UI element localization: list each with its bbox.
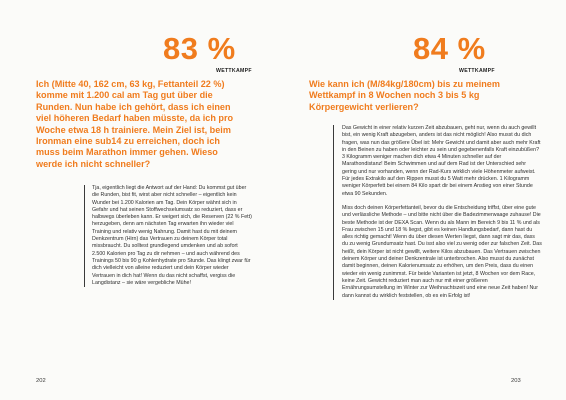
- answer-paragraph: Das Gewicht in einer relativ kurzen Zeit abzubauen, geht nur, wenn du auch gewillt bist, ein wenig Kraft abzugeben, anders ist das nicht möglich! Also musst du dich fragen, was nun das größere Übel ist: Mehr Gewicht und damit aber auch mehr Kraft in den Beinen zu haben oder leichter zu sein und gegebenenfalls Kraft einzubüßen? 3 Kilogramm weniger machen dich etwa 4 Minuten schneller auf der Marathondistanz! Beim Schwimmen und auf dem Rad ist der Unterschied sehr gering und nur vorhanden, wenn der Rad-Kurs wirklich viele Höhenmeter aufweist. Für jedes Extrakilo auf den Rippen musst du 5 Watt mehr drücken. 1 Kilogramm weniger Körperfett bei einem 84 Kilo spart dir bei einem Anstieg von einer Stunde etwa 90 Sekunden.: [342, 125, 541, 197]
- answer-block: [84, 185, 252, 287]
- answer-block: [333, 125, 542, 300]
- survey-percentage: 84 %: [413, 31, 486, 66]
- answer-paragraph: Tja, eigentlich liegt die Antwort auf der Hand: Du kommst gut über die Runden, bist fit, wirst aber nicht schneller – eigentlich kein Wunder bei 1.200 Kalorien am Tag. Dein Körper wähnt sich in Gefahr und hat seinen Stoffwechselumsatz so reduziert, dass er halbwegs überleben kann. Er weigert sich, die Reserven (22 % Fett) herzugeben, denn am nächsten Tag erwarten ihn wieder viel Training und relativ wenig Nahrung. Damit hast du mit deinem Denkzentrum (Hirn) das Vertrauen zu deinem Körper total missbraucht. Du solltest grundlegend umdenken und ab sofort 2.500 Kalorien pro Tag zu dir nehmen – und auch während des Trainings 50 bis 90 g Kohlenhydrate pro Stunde. Das klingt zwar für dich vielleicht von alleine reduziert und dein Körper wieder Vertrauen in dich hat! Wenn du das nicht schaffst, vergiss die Langdistanz – sie wäre vergebliche Mühe!: [92, 185, 252, 286]
- page-number: 202: [36, 378, 46, 384]
- page-number: 203: [511, 378, 521, 384]
- survey-percentage: 83 %: [163, 31, 236, 66]
- question-heading: Wie kann ich (M/84kg/180cm) bis zu meinem Wettkampf in 8 Wochen noch 3 bis 5 kg Körpergewicht verlieren?: [309, 79, 500, 112]
- question-heading: Ich (Mitte 40, 162 cm, 63 kg, Fettanteil 22 %) komme mit 1.200 cal am Tag gut über die Runden. Nun habe ich gehört, dass ich einen viel höheren Bedarf haben müsste, da ich pro Woche etwa 18 h trainiere. Mein Ziel ist, beim Ironman eine sub14 zu erreichen, doch ich muss beim Marathon immer gehen. Wieso werde ich nicht schneller?: [36, 79, 234, 169]
- right-page: [283, 0, 566, 400]
- answer-paragraph: Miss doch deinen Körperfettanteil, bevor du die Entscheidung triffst, über eine gute und verlässliche Methode – und bitte nicht über die Badezimmerwaage zuhause! Die beste Methode ist der DEXA Scan. Wenn du als Mann im Bereich 9 bis 11 % und als Frau zwischen 15 und 18 % liegst, gibt es keinen Handlungsbedarf, dann hast du alles richtig gemacht! Wenn du über diesen Werten liegst, dann sagt mir das, dass du zu wenig Grundumsatz hast. Du isst also viel zu wenig oder zur falschen Zeit. Das heißt, dein Körper ist nicht gewillt, weitere Kilos abzubauen. Das Vertrauen zwischen deinem Körper und deiner Denkzentrale ist unterbrochen. Also musst du zunächst damit beginnen, deinen Kalorienumsatz zu erhöhen, um den Preis, dass du einen wieder ein wenig zunimmst. Für beide Varianten ist jetzt, 8 Wochen vor dem Race, keine Zeit. Gewicht reduziert man auch nur mit einer größeren Ernährungsumstellung im Winter zur Weihnachtszeit und eine neue Zeit haben! Nur dann kannst du wirklich feststellen, ob es ein Erfolg ist!: [342, 204, 542, 299]
- category-tag: WETTKAMPF: [216, 68, 252, 74]
- category-tag: WETTKAMPF: [459, 68, 495, 74]
